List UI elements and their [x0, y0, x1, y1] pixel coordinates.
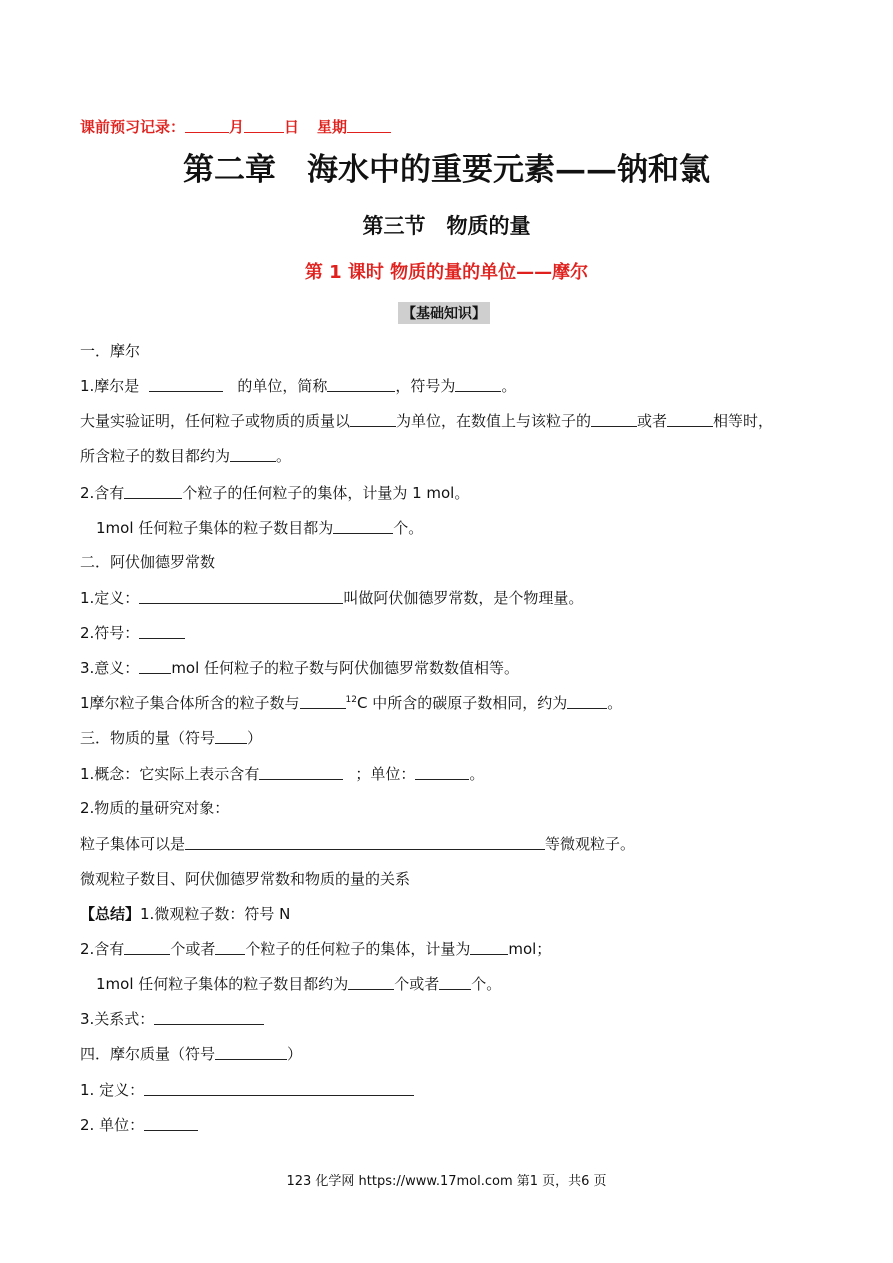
s3-line4: 微观粒子数目、阿伏伽德罗常数和物质的量的关系 [80, 870, 411, 888]
blank [139, 659, 171, 674]
text: ；单位： [355, 765, 416, 783]
text: 2.含有 [80, 940, 125, 958]
text: 粒子集体可以是 [80, 835, 186, 853]
superscript: 12 [345, 695, 357, 705]
s3-line1 [80, 763, 484, 784]
text: 2.符号： [80, 624, 140, 642]
page-footer: 123 化学网 https://www.17mol.com 第1 页，共6 页 [286, 1174, 607, 1189]
section-title: 第三节 物质的量 [362, 214, 531, 238]
text: 叫做阿伏伽德罗常数，是个物理量。 [343, 589, 584, 607]
blank [348, 975, 394, 990]
basics-badge [398, 302, 490, 324]
text: mol； [508, 940, 552, 958]
blank [567, 694, 607, 709]
blank [470, 940, 508, 955]
week-label: 星期 [317, 118, 348, 136]
blank [124, 484, 182, 499]
blank [300, 694, 346, 709]
s1-line5 [96, 517, 423, 538]
text: ，符号为 [395, 377, 456, 395]
blank [215, 729, 247, 744]
blank [215, 940, 245, 955]
text: 所含粒子的数目都约为 [80, 447, 231, 465]
blank [154, 1010, 264, 1025]
text: 1. 定义： [80, 1081, 145, 1099]
text: mol 任何粒子的粒子数与阿伏伽德罗常数数值相等。 [171, 659, 520, 677]
s1-line1 [80, 375, 516, 396]
s1-line2 [80, 410, 773, 431]
text: 三．物质的量（符号 [80, 729, 216, 747]
text: 1.微观粒子数：符号 N [140, 905, 291, 923]
month-label: 月 [229, 118, 245, 136]
blank [139, 624, 185, 639]
s1-line3 [80, 445, 291, 466]
s1-heading: 一．摩尔 [80, 342, 141, 360]
s3-line3 [80, 833, 635, 854]
s2-line2 [80, 622, 185, 643]
blank [215, 1045, 287, 1060]
s2-line1 [80, 587, 583, 608]
blank [591, 412, 637, 427]
blank [185, 118, 229, 133]
text: 个或者 [170, 940, 216, 958]
text: ） [247, 729, 263, 747]
text: 个粒子的任何粒子的集体，计量为 1 mol。 [182, 484, 470, 502]
summary-label: 【总结】 [80, 905, 141, 923]
text: 等微观粒子。 [545, 835, 636, 853]
s2-heading: 二．阿伏伽德罗常数 [80, 553, 216, 571]
s3-line8 [80, 1008, 264, 1029]
s3-heading [80, 727, 262, 748]
basics-badge-text: 【基础知识】 [402, 306, 486, 322]
text: 的单位，简称 [237, 377, 328, 395]
blank [439, 975, 471, 990]
text: 个粒子的任何粒子的集体，计量为 [245, 940, 471, 958]
text: 为单位，在数值上与该粒子的 [396, 412, 592, 430]
s3-line5 [80, 903, 290, 924]
s3-line2: 2.物质的量研究对象： [80, 799, 230, 817]
text: 3.关系式： [80, 1010, 155, 1028]
s2-line3 [80, 657, 519, 678]
blank [415, 765, 469, 780]
text: 1.概念：它实际上表示含有 [80, 765, 260, 783]
s2-line4 [80, 692, 622, 713]
text: 个。 [471, 975, 502, 993]
text: 1mol 任何粒子集体的粒子数目都为 [96, 519, 334, 537]
preview-label: 课前预习记录： [80, 118, 186, 136]
blank [350, 412, 396, 427]
text: 1mol 任何粒子集体的粒子数目都约为 [96, 975, 349, 993]
text: ） [287, 1045, 303, 1063]
s4-line1 [80, 1079, 414, 1100]
chapter-title: 第二章 海水中的重要元素——钠和氯 [183, 152, 710, 188]
text: 1摩尔粒子集合体所含的粒子数与 [80, 694, 300, 712]
blank [347, 118, 391, 133]
text: 。 [607, 694, 623, 712]
text: 1.定义： [80, 589, 140, 607]
text: 1.摩尔是 [80, 377, 140, 395]
blank [149, 377, 223, 392]
text: 。 [469, 765, 485, 783]
blank [333, 519, 393, 534]
blank [139, 589, 343, 604]
blank [185, 835, 545, 850]
s3-line6 [80, 938, 551, 959]
blank [259, 765, 343, 780]
preview-record [80, 116, 391, 137]
text: 或者 [637, 412, 668, 430]
text: 个。 [393, 519, 424, 537]
text: 个或者 [394, 975, 440, 993]
blank [124, 940, 170, 955]
text: 。 [276, 447, 292, 465]
text: 2.含有 [80, 484, 125, 502]
text: 相等时， [713, 412, 774, 430]
lesson-title: 第 1 课时 物质的量的单位——摩尔 [304, 262, 589, 283]
blank [667, 412, 713, 427]
text: 四．摩尔质量（符号 [80, 1045, 216, 1063]
blank [144, 1081, 414, 1096]
s4-line2 [80, 1114, 198, 1135]
text: 3.意义： [80, 659, 140, 677]
text: C 中所含的碳原子数相同，约为 [357, 694, 568, 712]
blank [244, 118, 284, 133]
s1-line4 [80, 482, 469, 503]
day-label: 日 [284, 118, 300, 136]
text: 2. 单位： [80, 1116, 145, 1134]
blank [327, 377, 395, 392]
s4-heading [80, 1043, 302, 1064]
blank [144, 1116, 198, 1131]
text: 。 [501, 377, 517, 395]
blank [230, 447, 276, 462]
s3-line7 [96, 973, 501, 994]
blank [455, 377, 501, 392]
text: 大量实验证明，任何粒子或物质的质量以 [80, 412, 351, 430]
